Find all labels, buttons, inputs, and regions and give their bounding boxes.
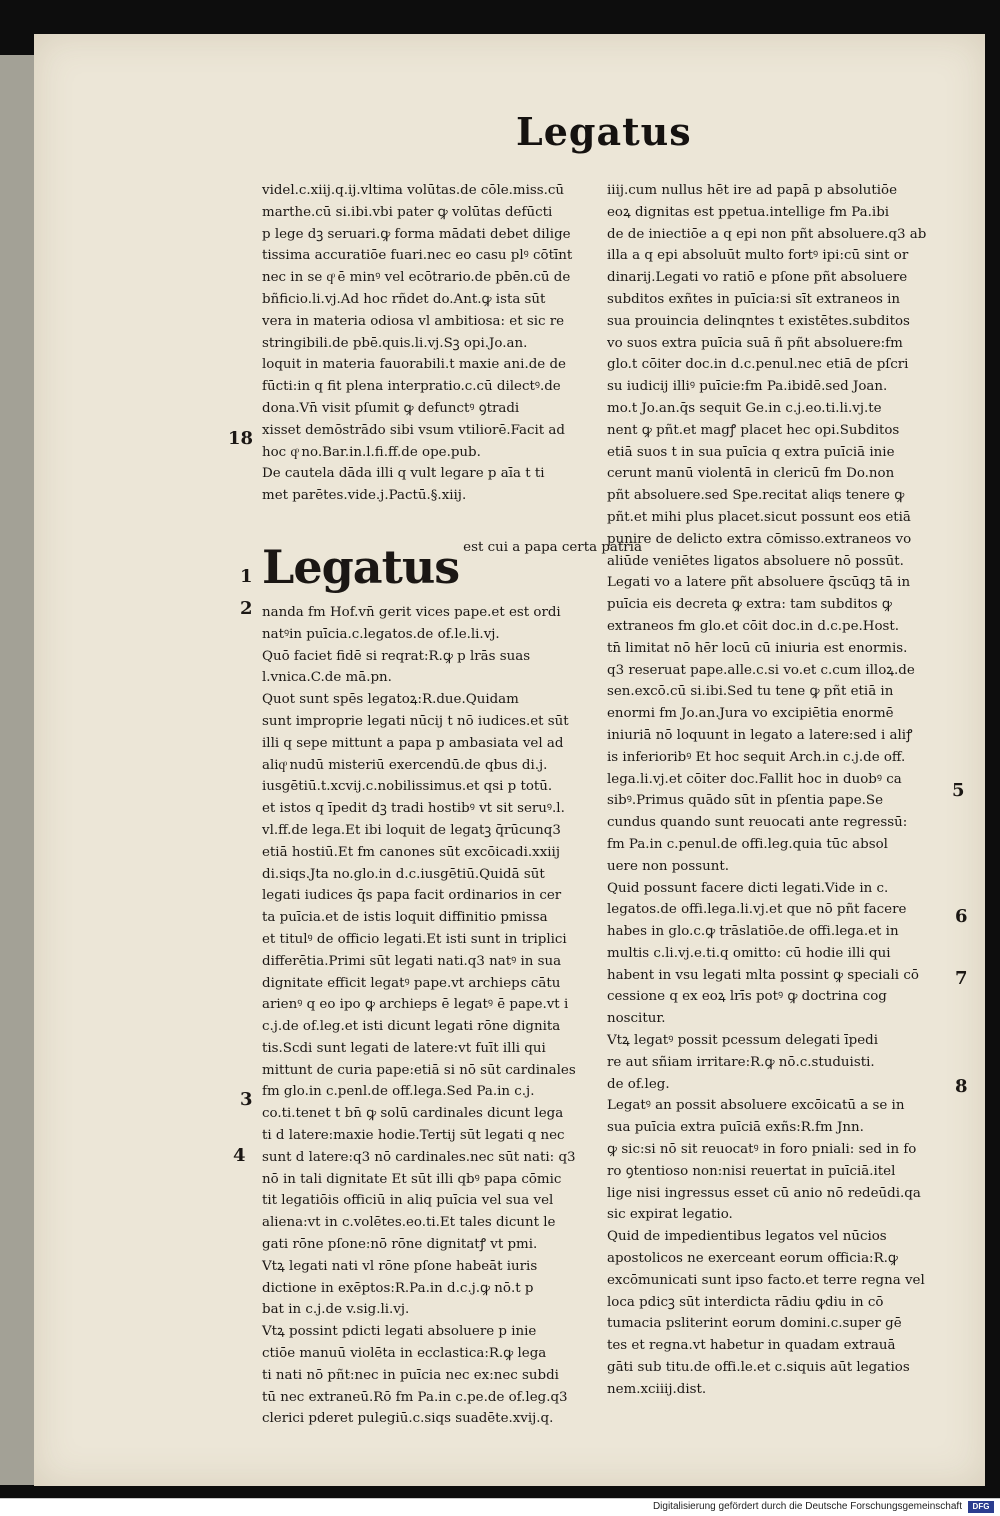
text-line: tissima accuratiōe fuari.nec eo casu plꝰ cōtīnt [262, 248, 573, 264]
text-line: lega.li.vj.et cōiter doc.Fallit hoc in duobꝰ ca [607, 771, 902, 787]
text-line: illi q sepe mittunt a papa p ambasiata vel ad [262, 735, 564, 751]
text-line: hoc qͦ no.Bar.in.l.fi.ff.de ope.pub. [262, 444, 481, 460]
text-line: Vtꝝ legatꝰ possit pcessum delegati īpedi [607, 1033, 878, 1049]
text-line: Legatꝰ an possit absoluere excōicatū a se in [607, 1098, 905, 1114]
text-line: loquit in materia fauorabili.t maxie ani.de de [262, 357, 566, 373]
text-line: cundus quando sunt reuocati ante regressū: [607, 815, 908, 831]
text-line: et istos q īpedit dꝫ tradi hostibꝰ vt sit seruꝰ.l. [262, 801, 565, 817]
text-line: dignitate efficit legatꝰ pape.vt archieps cātu [262, 975, 561, 991]
text-line: sua puīcia extra puīciā exñs:R.fm Jnn. [607, 1120, 864, 1136]
text-line: subditos exñtes in puīcia:si sīt extraneos in [607, 291, 901, 307]
text-line: xisset demōstrādo sibi vsum vtiliorē.Facit ad [262, 422, 565, 438]
text-line: sibꝰ.Primus quādo sūt in pſentia pape.Se [607, 793, 883, 809]
text-line: habent in vsu legati mlta possint ꝙ speciali cō [607, 967, 919, 983]
margin-number: 18 [228, 428, 254, 449]
margin-number: 6 [955, 906, 968, 927]
text-line: et titulꝰ de officio legati.Et isti sunt in triplici [262, 931, 567, 947]
text-line: fm Pa.in c.penul.de offi.leg.quia tūc absol [607, 836, 888, 852]
margin-number: 5 [952, 780, 965, 801]
text-line: habes in glo.c.ꝙ trāslatiōe.de offi.lega.et in [607, 924, 899, 940]
text-line: punire de delicto extra cōmisso.extraneos vo [607, 531, 912, 547]
text-line: cessione q ex eoꝝ lrīs potꝰ ꝙ doctrina cog [607, 989, 887, 1005]
text-line: eoꝝ dignitas est ppetua.intellige fm Pa.ibi [607, 204, 890, 220]
text-line: etiā suos t in sua puīcia q extra puīciā inie [607, 444, 895, 460]
text-line: uere non possunt. [607, 858, 729, 874]
text-line: ti d latere:maxie hodie.Tertij sūt legati q nec [262, 1128, 565, 1144]
text-line: multis c.li.vj.e.ti.q omitto: cū hodie illi qui [607, 945, 891, 961]
text-line: stringibili.de pbē.quis.li.vj.Sꝫ opi.Jo.an. [262, 335, 528, 351]
text-line: dinarij.Legati vo ratiō e pſone pñt absoluere [607, 270, 908, 286]
text-line: aliena:vt in c.volētes.eo.ti.Et tales dicunt le [262, 1215, 556, 1231]
text-line: p lege dꝫ seruari.ꝙ forma mādati debet dilige [262, 226, 571, 242]
right-text-column [607, 180, 945, 1401]
text-line: glo.t cōiter doc.in d.c.penul.nec etiā de pſcri [607, 357, 909, 373]
text-line: ro ꝯtentioso non:nisi reuertat in puīciā.itel [607, 1163, 896, 1179]
text-line: vera in materia odiosa vl ambitiosa: et sic re [262, 313, 565, 329]
text-line: excōmunicati sunt ipso facto.et terre regna vel [607, 1272, 925, 1288]
text-line: Quid possunt facere dicti legati.Vide in c. [607, 880, 889, 896]
text-line: Legati vo a latere pñt absoluere q̄scūqꝫ tā in [607, 575, 911, 591]
text-line: nanda fm Hof.vn̄ gerit vices pape.et est ordi [262, 604, 561, 620]
binding-edge [0, 55, 36, 1485]
text-line: nem.xciiij.dist. [607, 1381, 707, 1397]
text-line: marthe.cū si.ibi.vbi pater ꝙ volūtas defūcti [262, 204, 553, 220]
text-line: iiij.cum nullus hēt ire ad papā p absolutiōe [607, 183, 898, 198]
text-line: iusgētiū.t.xcvij.c.nobilissimus.et qsi p totū. [262, 779, 553, 795]
text-line: legati iudices q̄s papa facit ordinarios in cer [262, 888, 562, 904]
text-line: aliūde veniētes ligatos absoluere nō possūt. [607, 553, 904, 569]
text-line [262, 537, 642, 602]
text-line: c.j.de of.leg.et isti dicunt legati rōne dignita [262, 1019, 561, 1035]
text-line: ta puīcia.et de istis loquit diffinitio pmissa [262, 910, 548, 926]
text-line: fm glo.in c.penl.de off.lega.Sed Pa.in c.j. [262, 1084, 535, 1100]
text-line: co.ti.tenet t bn̄ ꝙ solū cardinales dicunt lega [262, 1106, 564, 1122]
footer-bar [0, 1498, 1000, 1516]
text-line: tumacia psliterint eorum domini.c.super gē [607, 1316, 902, 1332]
text-line: vl.ff.de lega.Et ibi loquit de legatꝫ q̄rūcunq3 [262, 822, 561, 838]
text-line: gāti sub titu.de offi.le.et c.siquis aūt legatios [607, 1360, 910, 1376]
text-line: etiā hostiū.Et fm canones sūt excōicadi.xxiij [262, 844, 560, 860]
text-line: ctiōe manuū violēta in ecclastica:R.ꝙ lega [262, 1346, 547, 1362]
text-line: tit legatiōis officiū in aliq puīcia vel sua vel [262, 1193, 554, 1209]
text-line: iniuriā nō loquunt in legato a latere:sed i aliꝭ [607, 727, 913, 743]
text-line: arienꝰ q eo ipo ꝙ archieps ē legatꝰ ē pape.vt i [262, 997, 569, 1013]
text-line: Quot sunt spēs legatoꝝ:R.due.Quidam [262, 692, 519, 708]
text-line: l.vnica.C.de mā.pn. [262, 670, 392, 686]
text-line: illa a q epi absoluūt multo fortꝰ ipi:cū sint or [607, 248, 909, 264]
text-line: De cautela dāda illi q vult legare p aīa t ti [262, 466, 545, 482]
text-line: q3 reseruat pape.alle.c.si vo.et c.cum illoꝝ.de [607, 662, 915, 678]
text-line: ti nati nō pñt:nec in puīcia nec ex:nec subdi [262, 1367, 559, 1383]
text-line: vo suos extra puīcia suā ñ pñt absoluere:fm [607, 335, 903, 351]
text-line: ꝙ sic:si nō sit reuocatꝰ in foro pniali: sed in fo [607, 1142, 917, 1158]
text-line: sua prouincia delinqntes t existētes.subditos [607, 313, 910, 329]
text-line: mo.t Jo.an.q̄s sequit Ge.in c.j.eo.ti.li.vj.te [607, 400, 882, 416]
text-line: gati rōne pſone:nō rōne dignitatꝭ vt pmi. [262, 1237, 538, 1253]
margin-number: 7 [955, 968, 968, 989]
text-line: is inferioribꝰ Et hoc sequit Arch.in c.j.de off. [607, 749, 906, 765]
text-line: natꝰin puīcia.c.legatos.de of.le.li.vj. [262, 626, 500, 642]
text-line: su iudicij illiꝰ puīcie:fm Pa.ibidē.sed Joan. [607, 379, 888, 395]
text-line: dictione in exēptos:R.Pa.in d.c.j.ꝙ nō.t p [262, 1280, 534, 1296]
text-line: Quō faciet fidē si reqrat:R.ꝙ p lrās suas [262, 648, 531, 664]
text-line: aliqͦ nudū misteriū exercendū.de qbus di.j. [262, 757, 548, 773]
text-line: de of.leg. [607, 1076, 670, 1092]
text-line: met parētes.vide.j.Pactū.§.xiij. [262, 488, 467, 504]
text-line: fūcti:in q fit plena interpratio.c.cū dilectꝰ.de [262, 379, 561, 395]
margin-number: 3 [240, 1089, 253, 1110]
margin-number: 1 [240, 566, 253, 587]
text-line: tes et regna.vt habetur in quadam extrauā [607, 1338, 896, 1354]
entry-headword: Legatus [262, 539, 460, 594]
text-line: sunt improprie legati nūcij t nō iudices.et sūt [262, 713, 569, 729]
text-line: di.siqs.Jta no.glo.in d.c.iusgētiū.Quidā sūt [262, 866, 545, 882]
text-line: puīcia eis decreta ꝙ extra: tam subditos ꝙ [607, 597, 892, 613]
text-line: clerici pderet pulegiū.c.siqs suadēte.xvij.q. [262, 1411, 554, 1427]
text-line: re aut sñiam irritare:R.ꝙ nō.c.studuisti. [607, 1054, 875, 1070]
text-line: legatos.de offi.lega.li.vj.et que nō pñt facere [607, 902, 907, 918]
margin-number: 8 [955, 1076, 968, 1097]
text-line: pñt.et mihi plus placet.sicut possunt eos etiā [607, 509, 911, 525]
margin-number: 2 [240, 598, 253, 619]
margin-number: 4 [233, 1145, 246, 1166]
text-line: differētia.Primi sūt legati nati.q3 natꝰ in sua [262, 953, 562, 969]
text-line: pñt absoluere.sed Spe.recitat aliqͦs tenere ꝙ [607, 488, 905, 504]
text-line: sen.excō.cū si.ibi.Sed tu tene ꝙ pñt etiā in [607, 684, 894, 700]
text-line: apostolicos ne exerceant eorum officia:R.ꝙ [607, 1251, 898, 1267]
footer-credit: Digitalisierung gefördert durch die Deutsche Forschungsgemeinschaft [652, 1501, 962, 1512]
text-line: noscitur. [607, 1011, 666, 1027]
text-line: nec in se qͦ ē minꝰ vel ecōtrario.de pbēn.cū de [262, 270, 571, 286]
text-line: videl.c.xiij.q.ij.vltima volūtas.de cōle.miss.cū [262, 183, 565, 198]
text-line: mittunt de curia pape:etiā si nō sūt cardinales [262, 1062, 576, 1078]
text-line: nō in tali dignitate Et sūt illi qbꝰ papa cōmic [262, 1171, 562, 1187]
text-line: extraneos fm glo.et cōit doc.in d.c.pe.Host. [607, 618, 900, 634]
text-line: Vtꝝ legati nati vl rōne pſone habeāt iuris [262, 1258, 538, 1274]
text-line: tn̄ limitat nō hēr locū cū iniuria est enormis. [607, 640, 908, 656]
text-line: sunt d latere:q3 nō cardinales.nec sūt nati: q3 [262, 1149, 576, 1165]
text-line: bat in c.j.de v.sig.li.vj. [262, 1302, 410, 1318]
text-line: sic expirat legatio. [607, 1207, 733, 1223]
text-line: bñficio.li.vj.Ad hoc rñdet do.Ant.ꝙ ista sūt [262, 291, 546, 307]
text-line: enormi fm Jo.an.Jura vo excipiētia enormē [607, 706, 894, 722]
text-line: nent ꝙ pñt.et magꝭ placet hec opi.Subditos [607, 422, 900, 438]
text-line: Vtꝝ possint pdicti legati absoluere p inie [262, 1324, 537, 1340]
running-head: Legatus [516, 109, 692, 154]
dfg-logo: DFG [968, 1501, 994, 1513]
paragraph-gap [262, 507, 584, 537]
text-line: cerunt manū violentā in clericū fm Do.non [607, 466, 895, 482]
text-line: de de iniectiōe a q epi non pñt absoluere.q3 ab [607, 226, 927, 242]
text-line: tū nec extraneū.Rō fm Pa.in c.pe.de of.leg.q3 [262, 1389, 568, 1405]
text-line: loca pdicꝫ sūt interdicta rādiu ꝙdiu in cō [607, 1294, 884, 1310]
text-line: dona.Vn̄ visit pſumit ꝙ defunctꝰ ꝯtradi [262, 400, 520, 416]
text-line: lige nisi ingressus esset cū anio nō redeūdi.qa [607, 1185, 921, 1201]
text-line: Quid de impedientibus legatos vel nūcios [607, 1229, 887, 1245]
entry-definition-start: est cui a papa certa patria [463, 539, 642, 555]
text-line: tis.Scdi sunt legati de latere:vt fuīt illi qui [262, 1040, 546, 1056]
